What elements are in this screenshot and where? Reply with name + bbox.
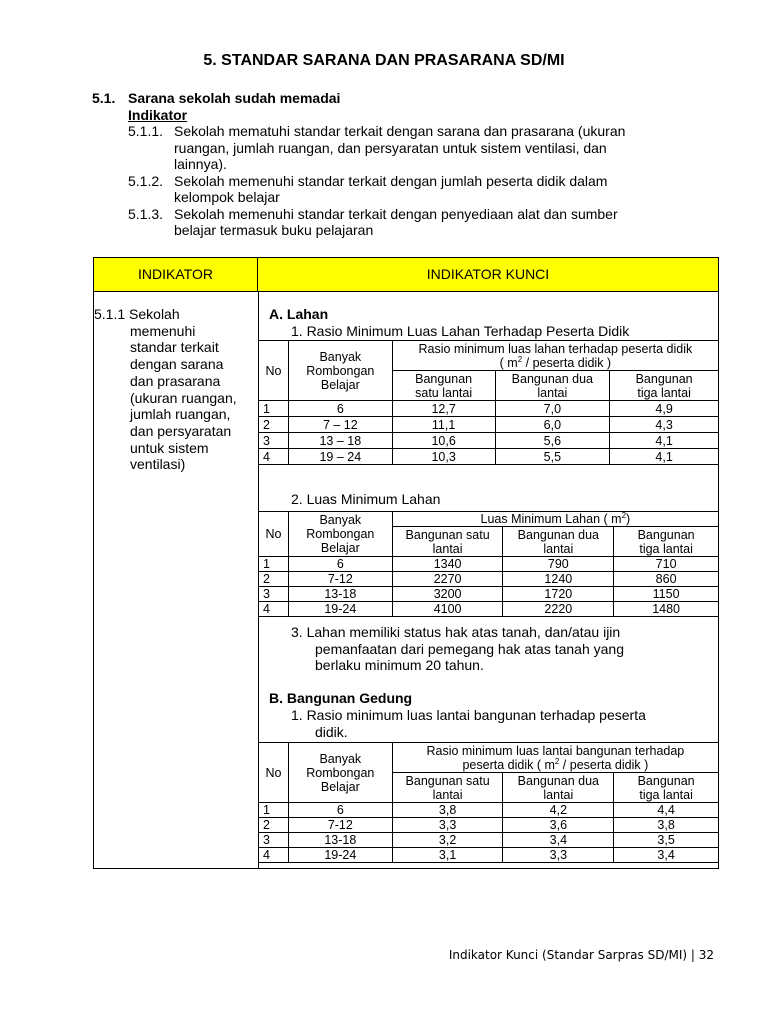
table-row: 3 13-18 3200 1720 1150 <box>259 587 719 602</box>
page-title: 5. STANDAR SARANA DAN PRASARANA SD/MI <box>203 52 565 69</box>
header-indikator-kunci: INDIKATOR KUNCI <box>426 266 550 282</box>
left-indikator-text: 5.1.1 Sekolah memenuhi standar terkait dengan sarana dan prasarana (ukuran ruangan, jumlah ruangan, dan persyaratan untuk sistem ventilasi) <box>94 306 237 473</box>
section-heading: Sarana sekolah sudah memadai <box>128 90 341 106</box>
indikator-label: Indikator <box>128 106 188 123</box>
indikator-item: 5.1.1. Sekolah mematuhi standar terkait dengan sarana dan prasarana (ukuran ruangan, jumlah ruangan, dan persyaratan untuk sistem ventilasi, dan lainnya). <box>128 123 626 172</box>
header-indikator: INDIKATOR <box>94 258 258 291</box>
table-row: 3 13-18 3,2 3,4 3,5 <box>259 833 719 848</box>
part-a-label: A. Lahan <box>269 306 329 322</box>
table-row: 1 6 1340 790 710 <box>259 557 719 572</box>
indikator-item: 5.1.3. Sekolah memenuhi standar terkait dengan penyediaan alat dan sumber belajar termasuk buku pelajaran <box>128 205 618 238</box>
table-luas-lahan: No Banyak Rombongan Belajar Luas Minimum Lahan ( $m^2$) Bangunan satu lantai Bangunan dua lantai Bangunan tiga lantai 1 6 1340 790 710 2 7-12 2270 1240 860 3 13-18 3200 1720 1150 4 19-24 4100 2220 1480 <box>258 511 719 617</box>
table-row: 2 7-12 3,3 3,6 3,8 <box>259 818 719 833</box>
table-row: 3 13 – 18 10,6 5,6 4,1 <box>259 433 719 449</box>
indikator-item: 5.1.2. Sekolah memenuhi standar terkait dengan jumlah peserta didik dalam kelompok belajar <box>128 172 608 205</box>
part-a-table2-title: 2. Luas Minimum Lahan <box>291 491 441 507</box>
table-row: 2 7-12 2270 1240 860 <box>259 572 719 587</box>
page-footer: Indikator Kunci (Standar Sarpras SD/MI) | 32 <box>448 948 714 962</box>
section-5-1 <box>92 90 732 239</box>
table-row: 2 7 – 12 11,1 6,0 4,3 <box>259 417 719 433</box>
section-number: 5.1. <box>92 90 116 106</box>
table-rasio-lantai: No Banyak Rombongan Belajar Rasio minimum luas lantai bangunan terhadap peserta didik ( $m^2$ / peserta didik ) Bangunan satu lantai Bangunan dua lantai Bangunan tiga lantai 1 6 3,8 4,2 4,4 2 7-12 3,3 3,6 3,8 3 13-18 3,2 3,4 3,5 4 19-24 3,1 3,3 3,4 <box>258 742 719 863</box>
table-rasio-lahan: No Banyak Rombongan Belajar Rasio minimum luas lahan terhadap peserta didik ( $m^2$ / peserta didik ) Bangunan satu lantai Bangunan dua lantai Bangunan tiga lantai 1 6 12,7 7,0 4,9 2 7 – 12 11,1 6,0 4,3 3 13 – 18 10,6 5,6 4,1 4 19 – 24 10,3 5,5 4,1 <box>258 340 719 501</box>
part-a-item3: 3. Lahan memiliki status hak atas tanah, dan/atau ijin pemanfaatan dari pemegang hak atas tanah yang berlaku minimum 20 tahun. <box>291 624 625 674</box>
part-b-label: B. Bangunan Gedung <box>269 690 413 706</box>
table-row: 4 19 – 24 10,3 5,5 4,1 <box>259 449 719 465</box>
table-row: 4 19-24 3,1 3,3 3,4 <box>259 848 719 863</box>
main-table <box>93 257 719 869</box>
part-a-table1-title: 1. Rasio Minimum Luas Lahan Terhadap Peserta Didik <box>291 323 630 339</box>
part-b-table1-title: 1. Rasio minimum luas lantai bangunan terhadap peserta didik. <box>291 707 646 740</box>
table-row: 1 6 12,7 7,0 4,9 <box>259 401 719 417</box>
table-row: 1 6 3,8 4,2 4,4 <box>259 803 719 818</box>
table-row: 4 19-24 4100 2220 1480 <box>259 602 719 617</box>
table-header <box>94 258 718 292</box>
